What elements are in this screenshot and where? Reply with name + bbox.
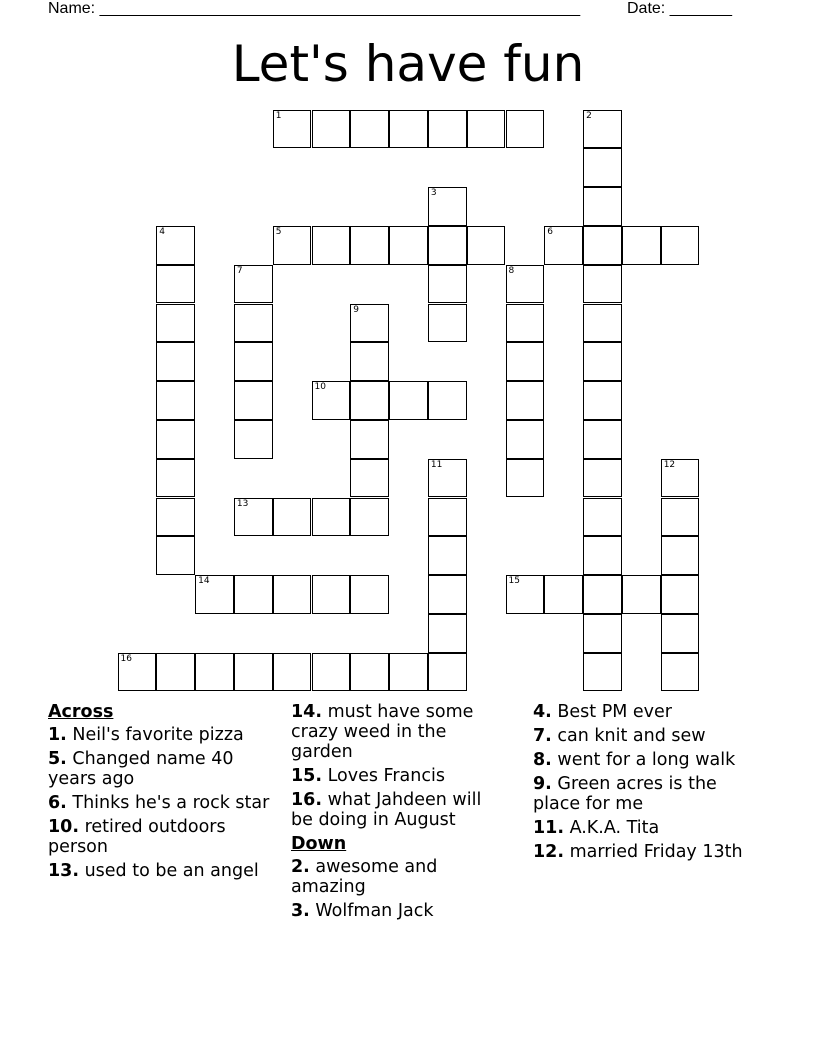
clue-number: 1 xyxy=(275,110,282,121)
clue-item xyxy=(48,817,278,857)
grid-cell[interactable] xyxy=(234,653,273,692)
grid-cell[interactable] xyxy=(312,381,351,420)
clue-number: 11 xyxy=(430,459,443,470)
grid-cell[interactable] xyxy=(661,614,700,653)
clue-item-number: 11. xyxy=(533,818,565,838)
grid-cell[interactable] xyxy=(428,110,467,149)
grid-cell[interactable] xyxy=(156,536,195,575)
grid-cell[interactable] xyxy=(350,575,389,614)
clue-number: 8 xyxy=(508,265,515,276)
clue-item-number: 4. xyxy=(533,702,552,722)
clue-item-text: Thinks he's a rock star xyxy=(66,793,270,813)
clue-item xyxy=(533,774,758,814)
grid-cell[interactable] xyxy=(583,381,622,420)
grid-cell[interactable] xyxy=(428,187,467,226)
grid-cell[interactable] xyxy=(506,265,545,304)
grid-cell[interactable] xyxy=(544,575,583,614)
grid-cell[interactable] xyxy=(312,498,351,537)
clue-item xyxy=(291,766,501,786)
clue-item-text: married Friday 13th xyxy=(564,842,743,862)
clue-item xyxy=(48,793,278,813)
clue-number: 14 xyxy=(198,576,210,587)
clue-item-text: Loves Francis xyxy=(322,766,445,786)
clue-number: 2 xyxy=(586,110,592,121)
grid-cell[interactable] xyxy=(467,110,506,149)
grid-cell[interactable] xyxy=(350,110,389,149)
grid-cell[interactable] xyxy=(428,536,467,575)
clue-item-number: 6. xyxy=(48,793,67,813)
grid-cell[interactable] xyxy=(350,420,389,459)
grid-cell[interactable] xyxy=(350,653,389,692)
grid-cell[interactable] xyxy=(312,226,351,265)
clue-item-text: used to be an angel xyxy=(79,861,259,881)
clue-item-number: 3. xyxy=(291,901,310,921)
clue-item-text: Green acres is the place for me xyxy=(533,774,717,814)
grid-cell[interactable] xyxy=(273,498,312,537)
date-field-label: Date: _______ xyxy=(627,0,732,17)
grid-cell[interactable] xyxy=(583,653,622,692)
grid-cell[interactable] xyxy=(156,342,195,381)
clue-number: 12 xyxy=(663,459,676,470)
grid-cell[interactable] xyxy=(195,575,234,614)
clue-item-number: 2. xyxy=(291,857,310,877)
grid-cell[interactable] xyxy=(661,575,700,614)
clue-item-text: retired outdoors person xyxy=(48,817,226,857)
clue-number: 10 xyxy=(314,382,326,393)
clue-number: 3 xyxy=(430,188,437,199)
grid-cell[interactable] xyxy=(156,265,195,304)
grid-cell[interactable] xyxy=(234,265,273,304)
grid-cell[interactable] xyxy=(312,653,351,692)
clues-column-1 xyxy=(48,702,278,885)
grid-cell[interactable] xyxy=(583,265,622,304)
grid-cell[interactable] xyxy=(350,381,389,420)
grid-cell[interactable] xyxy=(661,653,700,692)
clue-item xyxy=(48,749,278,789)
grid-cell[interactable] xyxy=(350,498,389,537)
clue-item xyxy=(291,790,501,830)
clue-item-text: what Jahdeen will be doing in August xyxy=(291,790,482,830)
grid-cell[interactable] xyxy=(234,498,273,537)
clues-column-3 xyxy=(533,702,758,866)
clues-column-2 xyxy=(291,702,501,925)
clue-item-number: 8. xyxy=(533,750,552,770)
grid-cell[interactable] xyxy=(195,653,234,692)
name-field-label: Name: ______________________________________________________ xyxy=(48,0,581,17)
grid-cell[interactable] xyxy=(622,575,661,614)
across-heading: Across xyxy=(48,702,114,722)
clue-item-text: Neil's favorite pizza xyxy=(66,725,244,745)
grid-cell[interactable] xyxy=(583,342,622,381)
grid-cell[interactable] xyxy=(583,614,622,653)
grid-cell[interactable] xyxy=(389,110,428,149)
grid-cell[interactable] xyxy=(389,381,428,420)
grid-cell[interactable] xyxy=(234,575,273,614)
clue-item xyxy=(533,702,758,722)
grid-cell[interactable] xyxy=(467,226,506,265)
grid-cell[interactable] xyxy=(622,226,661,265)
clue-number: 5 xyxy=(275,226,282,237)
grid-cell[interactable] xyxy=(273,226,312,265)
clue-item-text: A.K.A. Tita xyxy=(564,818,660,838)
grid-cell[interactable] xyxy=(583,226,622,265)
down-heading: Down xyxy=(291,834,347,854)
clue-item-number: 7. xyxy=(533,726,552,746)
clue-number: 6 xyxy=(547,226,554,237)
grid-cell[interactable] xyxy=(583,536,622,575)
grid-cell[interactable] xyxy=(583,459,622,498)
grid-cell[interactable] xyxy=(583,110,622,149)
clue-item-text: can knit and sew xyxy=(551,726,706,746)
clue-item-text: went for a long walk xyxy=(551,750,736,770)
clue-item-number: 1. xyxy=(48,725,67,745)
clue-number: 16 xyxy=(120,653,132,664)
grid-cell[interactable] xyxy=(661,226,700,265)
grid-cell[interactable] xyxy=(583,148,622,187)
clue-item xyxy=(291,901,501,921)
grid-cell[interactable] xyxy=(506,459,545,498)
grid-cell[interactable] xyxy=(583,420,622,459)
grid-cell[interactable] xyxy=(428,459,467,498)
page-title: Let's have fun xyxy=(231,35,585,93)
grid-cell[interactable] xyxy=(428,265,467,304)
grid-cell[interactable] xyxy=(156,498,195,537)
grid-cell[interactable] xyxy=(428,614,467,653)
grid-cell[interactable] xyxy=(156,226,195,265)
clue-number: 7 xyxy=(236,265,243,276)
grid-cell[interactable] xyxy=(544,226,583,265)
grid-cell[interactable] xyxy=(234,342,273,381)
clue-item-number: 16. xyxy=(291,790,323,810)
grid-cell[interactable] xyxy=(583,187,622,226)
grid-cell[interactable] xyxy=(312,575,351,614)
grid-cell[interactable] xyxy=(506,304,545,343)
grid-cell[interactable] xyxy=(583,498,622,537)
clue-item-text: Wolfman Jack xyxy=(309,901,434,921)
grid-cell[interactable] xyxy=(350,342,389,381)
grid-cell[interactable] xyxy=(428,575,467,614)
clue-item-number: 10. xyxy=(48,817,80,837)
grid-cell[interactable] xyxy=(428,653,467,692)
grid-cell[interactable] xyxy=(506,381,545,420)
grid-cell[interactable] xyxy=(506,342,545,381)
grid-cell[interactable] xyxy=(156,459,195,498)
clue-item-text: Best PM ever xyxy=(551,702,673,722)
clue-item xyxy=(533,842,758,862)
clue-item xyxy=(533,818,758,838)
grid-cell[interactable] xyxy=(506,420,545,459)
grid-cell[interactable] xyxy=(350,459,389,498)
clue-item-number: 5. xyxy=(48,749,67,769)
grid-cell[interactable] xyxy=(273,653,312,692)
clue-item xyxy=(533,726,758,746)
clue-number: 4 xyxy=(159,226,166,237)
grid-cell[interactable] xyxy=(234,304,273,343)
clue-item-text: must have some crazy weed in the garden xyxy=(291,702,474,762)
clue-item-number: 14. xyxy=(291,702,323,722)
grid-cell[interactable] xyxy=(234,420,273,459)
clue-item-number: 12. xyxy=(533,842,565,862)
grid-cell[interactable] xyxy=(389,226,428,265)
grid-cell[interactable] xyxy=(156,304,195,343)
clue-item-number: 13. xyxy=(48,861,80,881)
grid-cell[interactable] xyxy=(506,110,545,149)
clue-item-number: 9. xyxy=(533,774,552,794)
grid-cell[interactable] xyxy=(661,536,700,575)
clue-number: 13 xyxy=(236,498,249,509)
grid-cell[interactable] xyxy=(273,110,312,149)
grid-cell[interactable] xyxy=(428,304,467,343)
clue-item xyxy=(533,750,758,770)
grid-cell[interactable] xyxy=(118,653,157,692)
grid-cell[interactable] xyxy=(350,304,389,343)
clue-item xyxy=(291,702,501,762)
grid-cell[interactable] xyxy=(506,575,545,614)
grid-cell[interactable] xyxy=(156,420,195,459)
clue-number: 15 xyxy=(508,576,520,587)
grid-cell[interactable] xyxy=(661,498,700,537)
grid-cell[interactable] xyxy=(428,226,467,265)
grid-cell[interactable] xyxy=(428,498,467,537)
clue-item xyxy=(48,725,278,745)
grid-cell[interactable] xyxy=(583,304,622,343)
clue-item xyxy=(291,857,501,897)
grid-cell[interactable] xyxy=(312,110,351,149)
clue-number: 9 xyxy=(353,304,360,315)
clue-item-number: 15. xyxy=(291,766,323,786)
grid-cell[interactable] xyxy=(661,459,700,498)
grid-cell[interactable] xyxy=(273,575,312,614)
grid-cell[interactable] xyxy=(350,226,389,265)
grid-cell[interactable] xyxy=(583,575,622,614)
grid-cell[interactable] xyxy=(156,653,195,692)
grid-cell[interactable] xyxy=(389,653,428,692)
clue-item xyxy=(48,861,278,881)
grid-cell[interactable] xyxy=(156,381,195,420)
clue-item-text: awesome and amazing xyxy=(291,857,438,897)
grid-cell[interactable] xyxy=(234,381,273,420)
grid-cell[interactable] xyxy=(428,381,467,420)
clue-item-text: Changed name 40 years ago xyxy=(48,749,234,789)
